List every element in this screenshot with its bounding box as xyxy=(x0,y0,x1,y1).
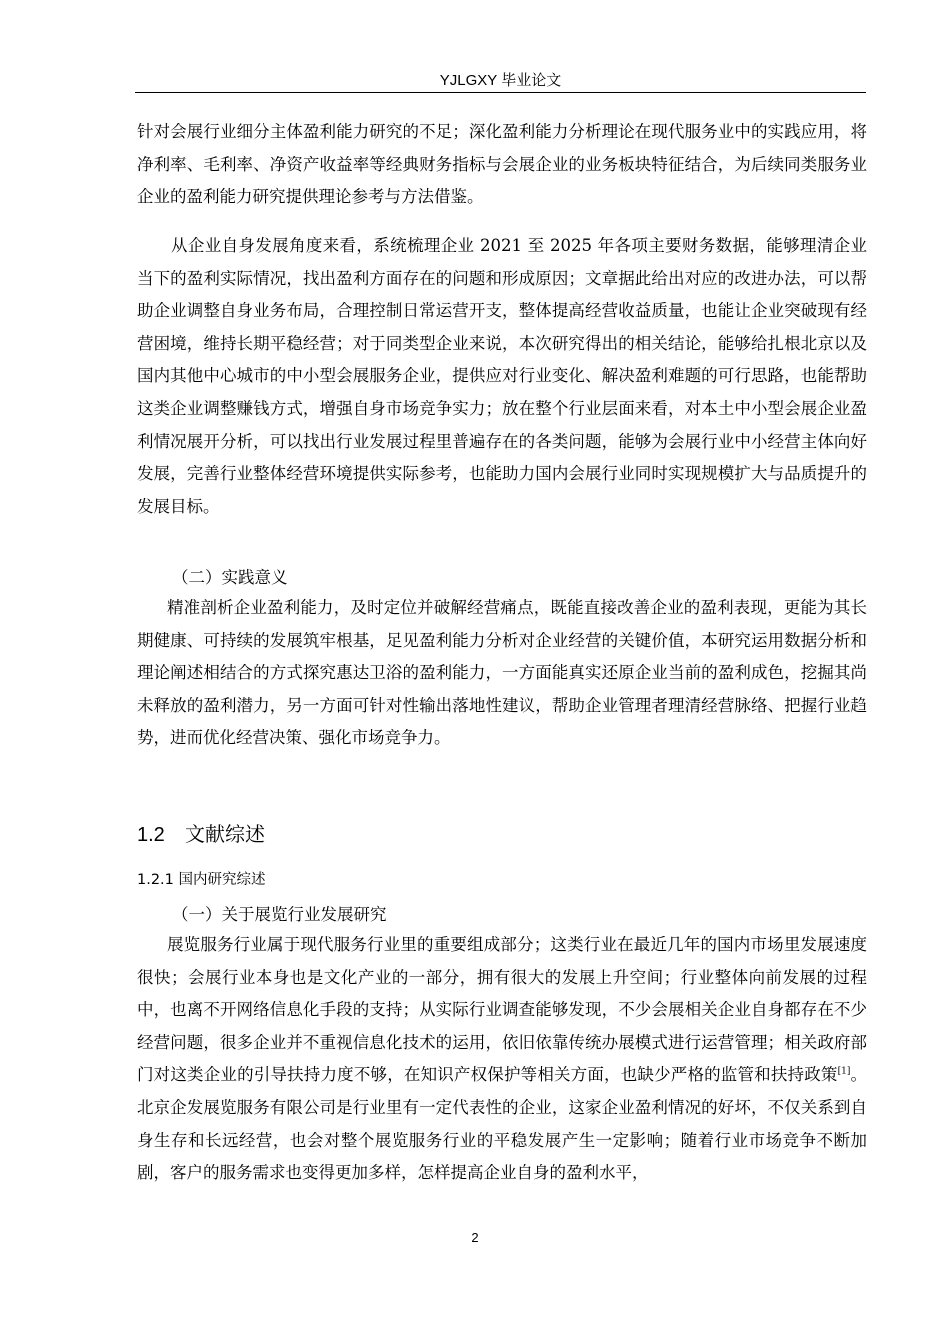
section-heading xyxy=(137,818,265,852)
paragraph-enterprise-significance: 从企业自身发展角度来看，系统梳理企业 2021 至 2025 年各项主要财务数据，能够理清企业当下的盈利实际情况，找出盈利方面存在的问题和形成原因；文章据此给出对应的改进办法，可以帮助企业调整自身业务布局，合理控制日常运营开支，整体提高经营收益质量，也能让企业突破现有经营困境，维持长期平稳经营；对于同类型企业来说，本次研究得出的相关结论，能够给扎根北京以及国内其他中心城市的中小型会展服务企业，提供应对行业变化、解决盈利难题的可行思路，也能帮助这类企业调整赚钱方式，增强自身市场竞争实力；放在整个行业层面来看，对本土中小型会展企业盈利情况展开分析，可以找出行业发展过程里普遍存在的各类问题，能够为会展行业中小经营主体向好发展，完善行业整体经营环境提供实际参考，也能助力国内会展行业同时实现规模扩大与品质提升的发展目标。 xyxy=(137,236,867,516)
section-title-text: 文献综述 xyxy=(185,824,265,846)
section-number: 1.2 xyxy=(137,824,165,846)
paragraph-continuation: 针对会展行业细分主体盈利能力研究的不足；深化盈利能力分析理论在现代服务业中的实践应用，将净利率、毛利率、净资产收益率等经典财务指标与会展企业的业务板块特征结合，为后续同类服务业企业的盈利能力研究提供理论参考与方法借鉴。 xyxy=(137,122,867,207)
subheading-expo-research: （一）关于展览行业发展研究 xyxy=(172,905,387,924)
citation-reference[interactable]: [1] xyxy=(837,1066,851,1077)
paragraph-practice-significance: 精准剖析企业盈利能力，及时定位并破解经营痛点，既能直接改善企业的盈利表现，更能为其长期健康、可持续的发展筑牢根基，足见盈利能力分析对企业经营的关键价值，本研究运用数据分析和理论阐述相结合的方式探究惠达卫浴的盈利能力，一方面能真实还原企业当前的盈利成色，挖掘其尚未释放的盈利潜力，另一方面可针对性输出落地性建议，帮助企业管理者理清经营脉络、把握行业趋势，进而优化经营决策、强化市场竞争力。 xyxy=(137,598,867,748)
paragraph-expo-research xyxy=(137,929,867,1190)
paragraph-text-part2: 。北京企发展览服务有限公司是行业里有一定代表性的企业，这家企业盈利情况的好坏，不仅关系到自身生存和长远经营，也会对整个展览服务行业的平稳发展产生一定影响；随着行业市场竞争不断加剧，客户的服务需求也变得更加多样，怎样提高企业自身的盈利水平， xyxy=(137,1065,868,1183)
paragraph-text-part1: 展览服务行业属于现代服务行业里的重要组成部分；这类行业在最近几年的国内市场里发展速度很快；会展行业本身也是文化产业的一部分，拥有很大的发展上升空间；行业整体向前发展的过程中，也离不开网络信息化手段的支持；从实际行业调查能够发现，不少会展相关企业自身都存在不少经营问题，很多企业并不重视信息化技术的运用，依旧依靠传统办展模式进行运营管理；相关政府部门对这类企业的引导扶持力度不够，在知识产权保护等相关方面，也缺少严格的监管和扶持政策 xyxy=(137,935,867,1085)
page-header-title: YJLGXY 毕业论文 xyxy=(439,72,562,89)
subsection-heading: 1.2.1 国内研究综述 xyxy=(137,872,266,888)
page-number: 2 xyxy=(471,1230,479,1245)
header-rule xyxy=(135,92,866,93)
subheading-practice-significance: （二）实践意义 xyxy=(172,568,288,587)
